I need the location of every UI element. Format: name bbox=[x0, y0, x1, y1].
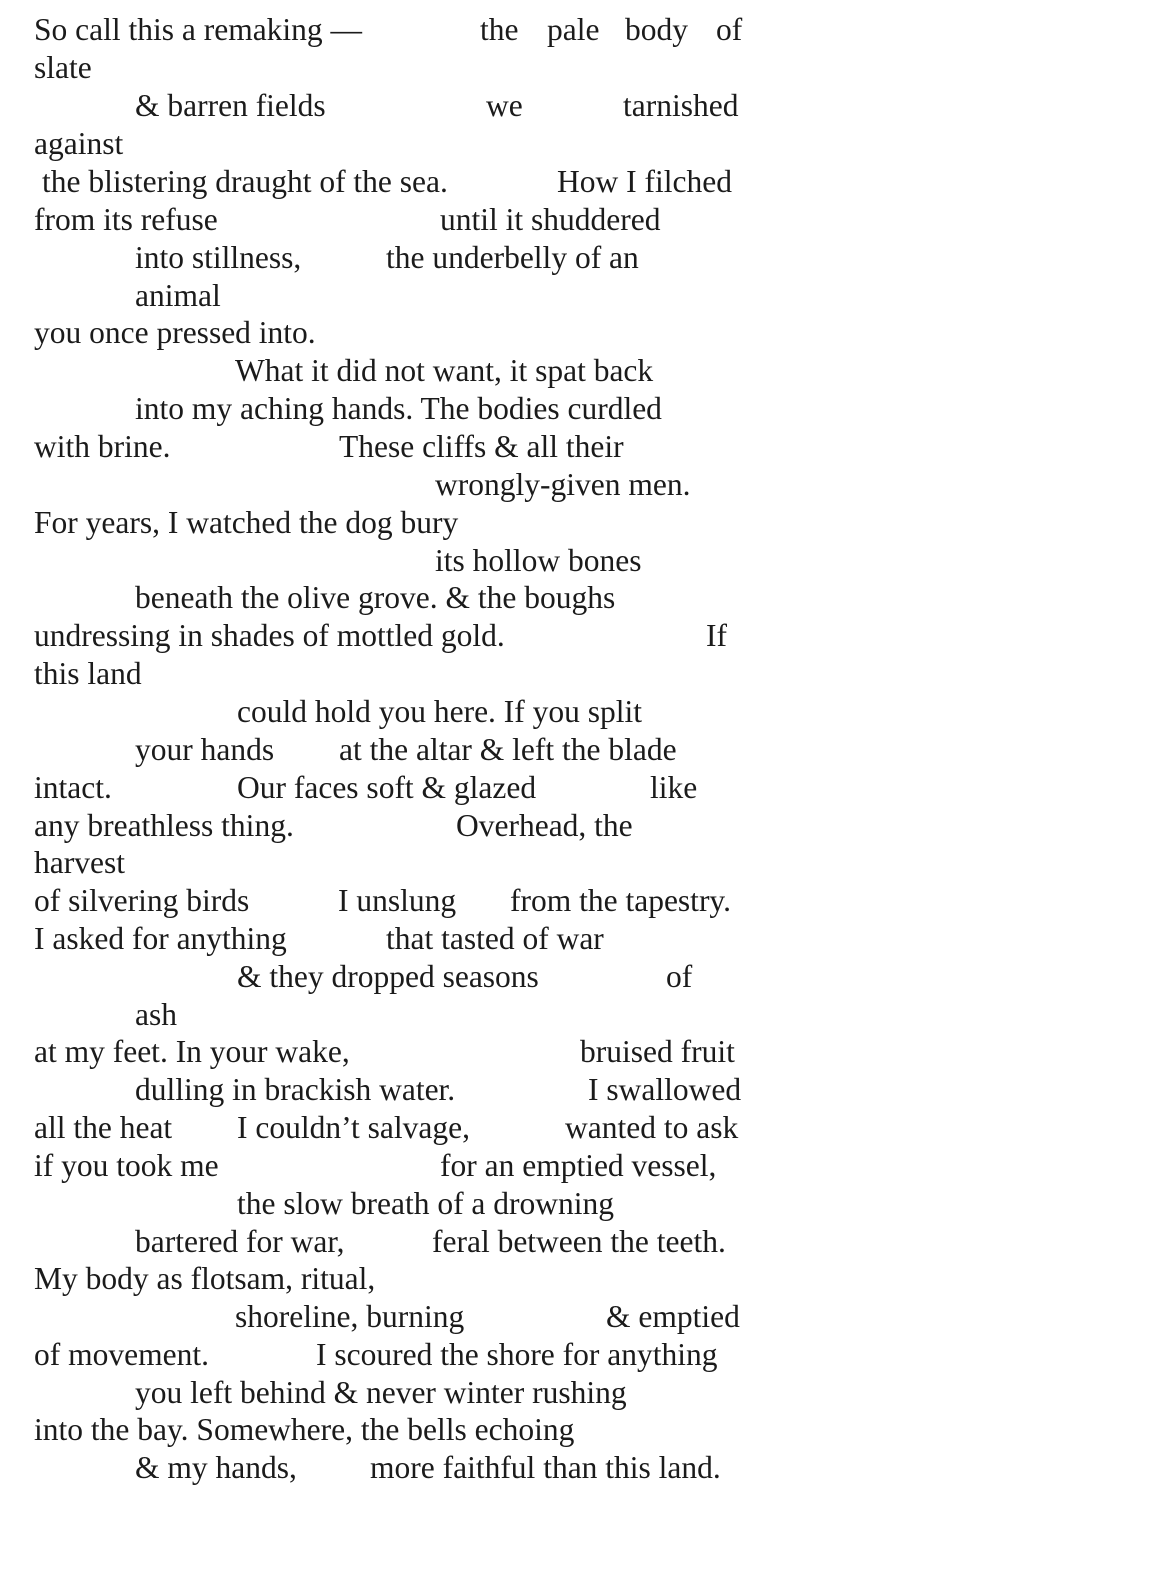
poem-line-17-seg-2: If bbox=[706, 618, 727, 653]
poem-line-24-seg-1: of silvering birds bbox=[34, 883, 250, 918]
poem-line-16: beneath the olive grove. & the boughs bbox=[135, 580, 616, 615]
poem-line-21-seg-1: intact. bbox=[34, 770, 112, 805]
poem-line-12-seg-2: These cliffs & all their bbox=[339, 429, 624, 464]
poem-line-28-seg-1: at my feet. In your wake, bbox=[34, 1034, 350, 1069]
poem-line-38: into the bay. Somewhere, the bells echoing bbox=[34, 1412, 575, 1447]
poem-line-26-seg-1: & they dropped seasons bbox=[237, 959, 539, 994]
poem-line-29-seg-2: I swallowed bbox=[588, 1072, 742, 1107]
poem-line-5-seg-2: How I filched bbox=[557, 164, 732, 199]
poem-line-36-seg-1: of movement. bbox=[34, 1337, 209, 1372]
poem-line-1-seg-5: of bbox=[716, 12, 743, 47]
poem-line-20-seg-2: at the altar & left the blade bbox=[339, 732, 677, 767]
poem-line-17-seg-1: undressing in shades of mottled gold. bbox=[34, 618, 505, 653]
poem-line-10: What it did not want, it spat back bbox=[235, 353, 654, 388]
poem-line-12-seg-1: with brine. bbox=[34, 429, 171, 464]
poem-line-23: harvest bbox=[34, 845, 125, 880]
poem-line-28-seg-2: bruised fruit bbox=[580, 1034, 735, 1069]
poem-line-14: For years, I watched the dog bury bbox=[34, 505, 459, 540]
poem-line-4: against bbox=[34, 126, 124, 161]
poem-line-31-seg-2: for an emptied vessel, bbox=[440, 1148, 717, 1183]
poem-line-3-seg-3: tarnished bbox=[623, 88, 739, 123]
poem-line-29-seg-1: dulling in brackish water. bbox=[135, 1072, 456, 1107]
poem-line-39-seg-1: & my hands, bbox=[135, 1450, 297, 1485]
poem-line-2: slate bbox=[34, 50, 92, 85]
poem-line-20-seg-1: your hands bbox=[135, 732, 275, 767]
poem-line-7-seg-1: into stillness, bbox=[135, 240, 302, 275]
poem-line-21-seg-2: Our faces soft & glazed bbox=[237, 770, 537, 805]
poem-line-6-seg-1: from its refuse bbox=[34, 202, 218, 237]
poem-line-22-seg-1: any breathless thing. bbox=[34, 808, 294, 843]
poem-line-15: its hollow bones bbox=[435, 543, 642, 578]
poem-line-5-seg-1: the blistering draught of the sea. bbox=[42, 164, 448, 199]
poem-line-18: this land bbox=[34, 656, 142, 691]
poem-line-8: animal bbox=[135, 278, 221, 313]
poem-line-26-seg-2: of bbox=[666, 959, 693, 994]
poem-line-19: could hold you here. If you split bbox=[237, 694, 643, 729]
poem-line-31-seg-1: if you took me bbox=[34, 1148, 219, 1183]
poem-line-39-seg-2: more faithful than this land. bbox=[370, 1450, 721, 1485]
poem-line-3-seg-1: & barren fields bbox=[135, 88, 326, 123]
poem-line-6-seg-2: until it shuddered bbox=[440, 202, 661, 237]
poem-line-3-seg-2: we bbox=[486, 88, 523, 123]
poem-line-1-seg-3: pale bbox=[547, 12, 600, 47]
poem-line-21-seg-3: like bbox=[650, 770, 698, 805]
poem-line-30-seg-2: I couldn’t salvage, bbox=[237, 1110, 470, 1145]
poem-line-34: My body as flotsam, ritual, bbox=[34, 1261, 376, 1296]
poem-line-11: into my aching hands. The bodies curdled bbox=[135, 391, 662, 426]
poem-line-25-seg-2: that tasted of war bbox=[386, 921, 604, 956]
poem-line-33-seg-2: feral between the teeth. bbox=[432, 1224, 726, 1259]
poem-line-1-seg-1: So call this a remaking — bbox=[34, 12, 363, 47]
poem-line-9: you once pressed into. bbox=[34, 315, 316, 350]
poem-line-37: you left behind & never winter rushing bbox=[135, 1375, 627, 1410]
poem-line-7-seg-2: the underbelly of an bbox=[386, 240, 639, 275]
poem-line-30-seg-3: wanted to ask bbox=[565, 1110, 739, 1145]
poem-line-1-seg-4: body bbox=[625, 12, 688, 47]
poem-line-32: the slow breath of a drowning bbox=[237, 1186, 615, 1221]
poem-line-24-seg-2: I unslung bbox=[338, 883, 457, 918]
poem-line-36-seg-2: I scoured the shore for anything bbox=[316, 1337, 718, 1372]
poem-line-22-seg-2: Overhead, the bbox=[456, 808, 633, 843]
poem-line-1-seg-2: the bbox=[480, 12, 519, 47]
poem-line-33-seg-1: bartered for war, bbox=[135, 1224, 345, 1259]
poem-line-35-seg-2: & emptied bbox=[606, 1299, 740, 1334]
poem-line-27: ash bbox=[135, 997, 177, 1032]
poem-line-30-seg-1: all the heat bbox=[34, 1110, 173, 1145]
poem-line-35-seg-1: shoreline, burning bbox=[235, 1299, 465, 1334]
poem-line-25-seg-1: I asked for anything bbox=[34, 921, 287, 956]
poem-line-24-seg-3: from the tapestry. bbox=[510, 883, 732, 918]
poem-line-13: wrongly-given men. bbox=[435, 467, 691, 502]
